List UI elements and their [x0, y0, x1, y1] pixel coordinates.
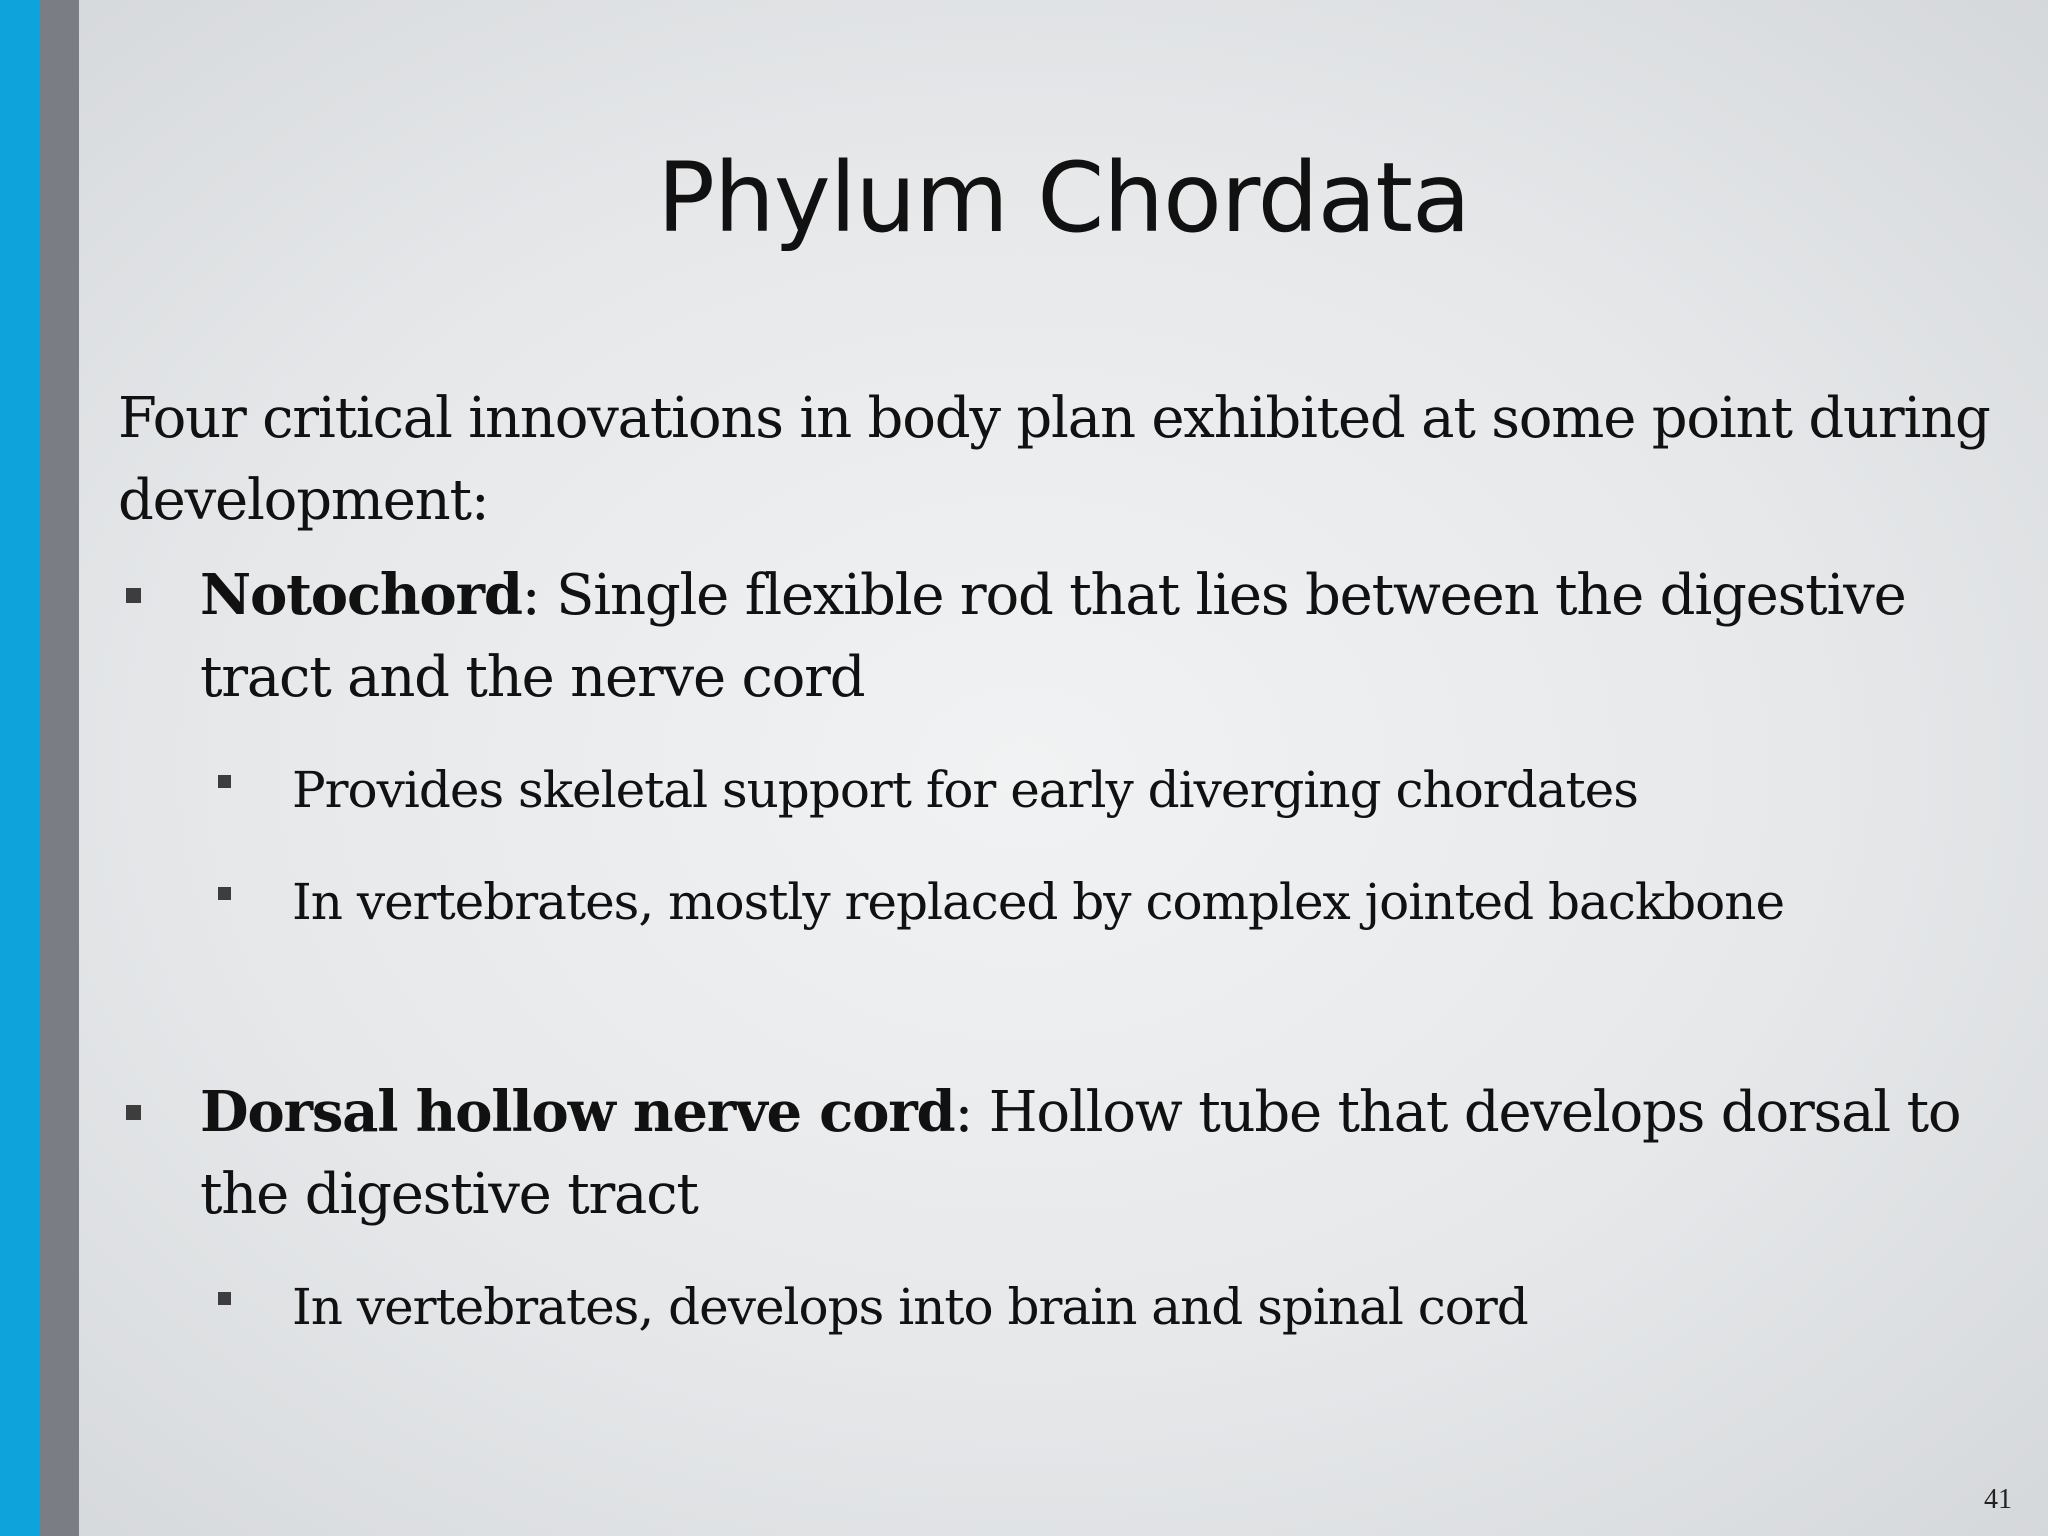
square-bullet-icon [218, 1292, 231, 1305]
sub-bullet-text: In vertebrates, mostly replaced by complex jointed backbone [292, 873, 1785, 931]
bullet-term: Dorsal hollow nerve cord [200, 1079, 955, 1145]
bullet-separator: : [954, 1080, 989, 1145]
sub-bullet-text: Provides skeletal support for early diverging chordates [292, 761, 1638, 819]
page-number: 41 [1984, 1484, 2012, 1515]
sub-bullet [118, 753, 1998, 827]
sub-bullet [118, 865, 1998, 939]
square-bullet-icon [218, 887, 231, 900]
square-bullet-icon [218, 775, 231, 788]
bullet-notochord [118, 554, 1998, 719]
accent-bar-blue [0, 0, 40, 1536]
bullet-dorsal-hollow-nerve-cord [118, 1071, 1998, 1236]
slide-title: Phylum Chordata [657, 142, 1470, 254]
square-bullet-icon [126, 1105, 141, 1120]
slide-body [118, 378, 1998, 1344]
bullet-description: Hollow tube that develops dorsal to the digestive tract [200, 1080, 1961, 1227]
bullet-separator: : [521, 563, 557, 628]
bullet-description: Single flexible rod that lies between the digestive tract and the nerve cord [200, 563, 1906, 710]
accent-bar-gray [40, 0, 79, 1536]
sub-bullet-text: In vertebrates, develops into brain and spinal cord [292, 1278, 1528, 1336]
intro-paragraph: Four critical innovations in body plan exhibited at some point during development: [118, 386, 1990, 533]
sub-bullet [118, 1270, 1998, 1344]
square-bullet-icon [126, 588, 141, 603]
bullet-term: Notochord [200, 562, 522, 628]
